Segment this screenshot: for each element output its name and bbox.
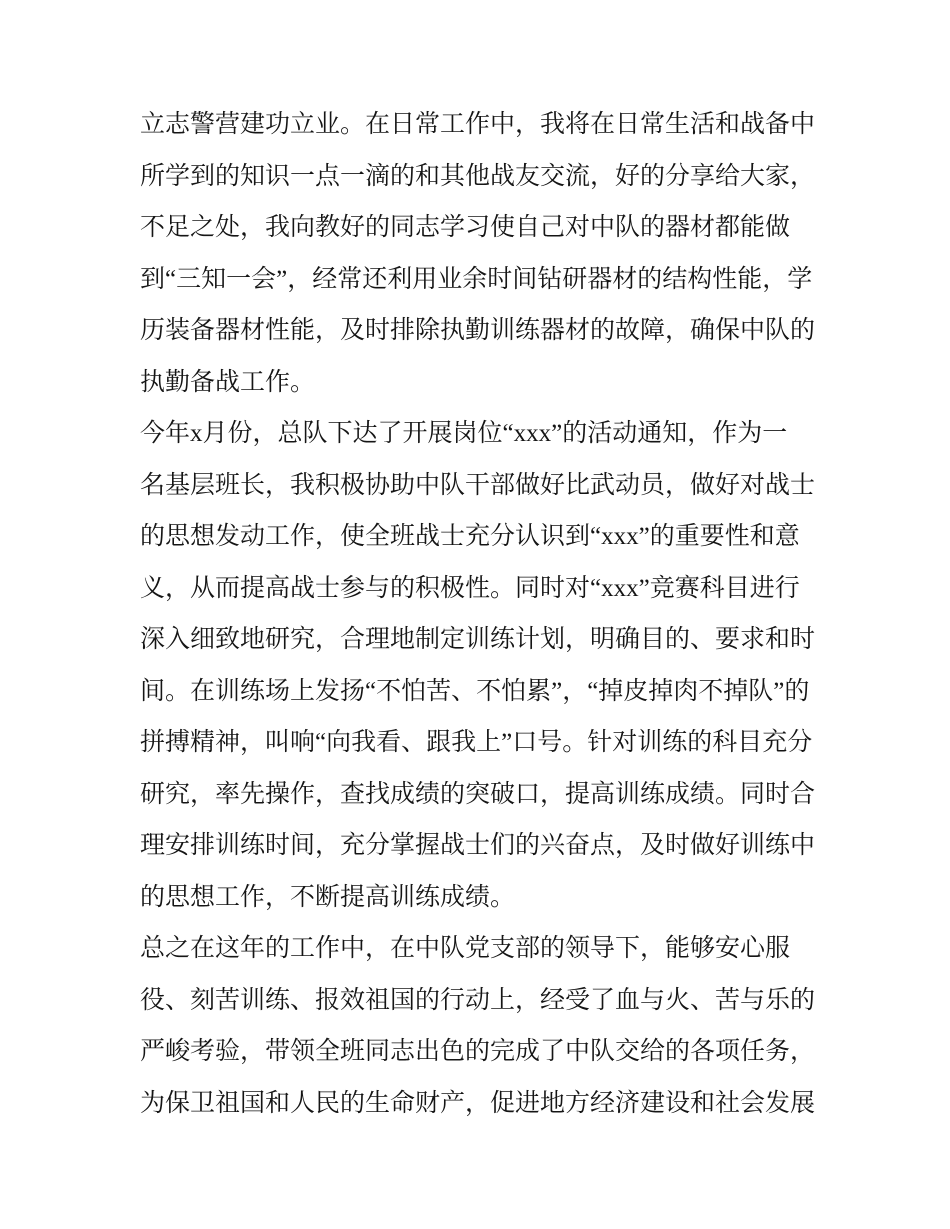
paragraph-2 xyxy=(140,408,852,923)
text-line: 严峻考验，带领全班同志出色的完成了中队交给的各项任务， xyxy=(140,1038,816,1065)
paragraph-3 xyxy=(140,923,852,1129)
text-line: 间。在训练场上发扬“不怕苦、不怕累”，“掉皮掉肉不掉队”的 xyxy=(140,677,810,705)
text-line: 立志警营建功立业。在日常工作中，我将在日常生活和战备中 xyxy=(140,111,816,138)
text-line: 义，从而提高战士参与的积极性。同时对“xxx”竞赛科目进行 xyxy=(140,574,800,602)
text-line: 深入细致地研究，合理地制定训练计划，明确目的、要求和时 xyxy=(140,626,816,653)
text-line: 理安排训练时间，充分掌握战士们的兴奋点，及时做好训练中 xyxy=(140,832,816,859)
text-line: 执勤备战工作。 xyxy=(140,368,316,396)
text-line: 到“三知一会”，经常还利用业余时间钻研器材的结构性能，学 xyxy=(140,265,813,293)
text-line: 研究，率先操作，查找成绩的突破口，提高训练成绩。同时合 xyxy=(140,780,816,808)
document-text xyxy=(140,99,852,1129)
text-line: 所学到的知识一点一滴的和其他战友交流，好的分享给大家， xyxy=(140,162,816,190)
text-line: 名基层班长，我积极协助中队干部做好比武动员，做好对战士 xyxy=(140,471,816,499)
text-line: 今年x月份，总队下达了开展岗位“xxx”的活动通知，作为一 xyxy=(140,420,788,447)
text-line: 不足之处，我向教好的同志学习使自己对中队的器材都能做 xyxy=(140,214,791,241)
paragraph-1 xyxy=(140,99,852,408)
text-line: 的思想发动工作，使全班战士充分认识到“xxx”的重要性和意 xyxy=(140,523,800,550)
text-line: 拼搏精神，叫响“向我看、跟我上”口号。针对训练的科目充分 xyxy=(140,729,813,756)
text-line: 役、刻苦训练、报效祖国的行动上，经受了血与火、苦与乐的 xyxy=(140,986,816,1014)
text-line: 为保卫祖国和人民的生命财产，促进地方经济建设和社会发展 xyxy=(140,1089,816,1117)
text-line: 历装备器材性能，及时排除执勤训练器材的故障，确保中队的 xyxy=(140,317,816,344)
text-line: 总之在这年的工作中，在中队党支部的领导下，能够安心服 xyxy=(140,935,791,962)
text-line: 的思想工作，不断提高训练成绩。 xyxy=(140,883,516,911)
